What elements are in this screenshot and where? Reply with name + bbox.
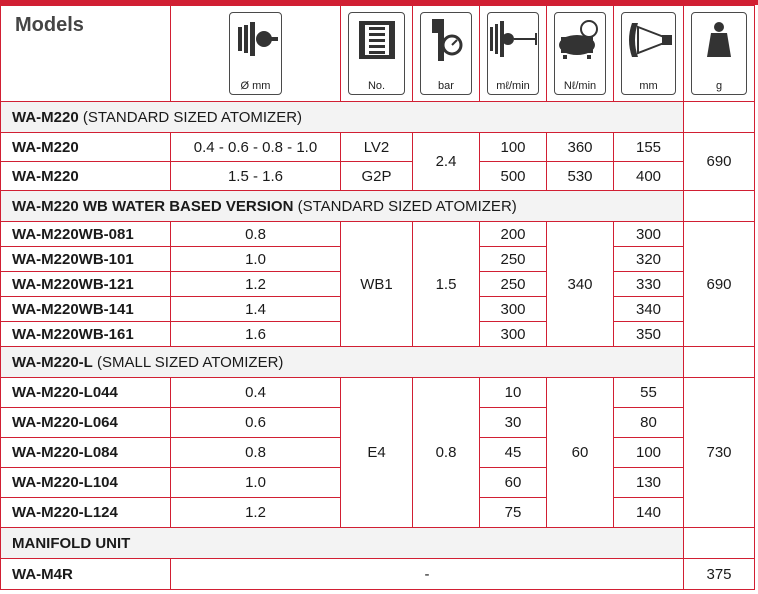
aircap-cell: G2P [341,162,413,191]
flow-cell: 300 [480,322,547,347]
empty-cell [684,528,755,559]
flow-cell: 100 [480,133,547,162]
pressure-column-header [413,6,480,102]
width-cell: 155 [614,133,684,162]
nozzle-cell: 0.6 [171,408,341,438]
nozzle-cell: 0.8 [171,438,341,468]
aircap-number-icon [348,12,405,95]
nozzle-cell: 0.4 [171,378,341,408]
model-cell: WA-M220-L124 [1,498,171,528]
table-row [1,133,755,162]
nozzle-cell: 1.2 [171,272,341,297]
aircap-cell: E4 [341,378,413,528]
model-cell: WA-M220-L104 [1,468,171,498]
fluid-flow-icon [487,12,539,95]
pressure-cell: 0.8 [413,378,480,528]
nozzle-column-header [171,6,341,102]
models-spec-table [0,5,755,590]
model-cell: WA-M4R [1,559,171,590]
empty-cell [684,191,755,222]
flow-cell: 30 [480,408,547,438]
table-row [1,559,755,590]
section-title [1,528,684,559]
width-cell: 320 [614,247,684,272]
model-cell: WA-M220WB-081 [1,222,171,247]
width-cell: 80 [614,408,684,438]
table-row [1,222,755,247]
flow-column-header [480,6,547,102]
width-cell: 400 [614,162,684,191]
model-cell: WA-M220 [1,162,171,191]
table-row [1,378,755,408]
air-compressor-icon [554,12,606,95]
section-header-small [1,347,755,378]
table-row [1,162,755,191]
air-cell: 340 [547,222,614,347]
model-cell: WA-M220WB-101 [1,247,171,272]
unit-label: bar [438,80,454,92]
model-cell: WA-M220WB-121 [1,272,171,297]
flow-cell: 45 [480,438,547,468]
section-title-rest: (STANDARD SIZED ATOMIZER) [78,108,303,126]
width-cell: 300 [614,222,684,247]
width-cell: 350 [614,322,684,347]
model-cell: WA-M220-L064 [1,408,171,438]
width-cell: 130 [614,468,684,498]
width-column-header [614,6,684,102]
unit-label: mℓ/min [496,80,530,92]
nozzle-cell: 0.4 - 0.6 - 0.8 - 1.0 [171,133,341,162]
model-cell: WA-M220 [1,133,171,162]
unit-label: Nℓ/min [563,80,597,92]
weight-cell: 730 [684,378,755,528]
pressure-cell: 1.5 [413,222,480,347]
unit-label: No. [367,80,386,92]
spray-width-icon [621,12,676,95]
model-cell: WA-M220WB-161 [1,322,171,347]
aircap-cell: LV2 [341,133,413,162]
section-title [1,191,684,222]
model-cell: WA-M220-L044 [1,378,171,408]
width-cell: 55 [614,378,684,408]
air-cell: 360 [547,133,614,162]
nozzle-cell: 0.8 [171,222,341,247]
weight-cell: 690 [684,133,755,191]
flow-cell: 500 [480,162,547,191]
model-cell: WA-M220WB-141 [1,297,171,322]
air-cell: 530 [547,162,614,191]
spec-value-cell: - [171,559,684,590]
nozzle-cell: 1.4 [171,297,341,322]
flow-cell: 10 [480,378,547,408]
unit-label: Ø mm [240,80,271,92]
weight-column-header [684,6,755,102]
section-header-standard [1,102,755,133]
air-column-header [547,6,614,102]
aircap-column-header [341,6,413,102]
weight-cell: 375 [684,559,755,590]
weight-cell: 690 [684,222,755,347]
nozzle-cell: 1.0 [171,468,341,498]
section-title-bold: MANIFOLD UNIT [12,534,131,552]
width-cell: 330 [614,272,684,297]
section-title-bold: WA-M220-L [12,353,93,371]
section-header-manifold [1,528,755,559]
model-cell: WA-M220-L084 [1,438,171,468]
nozzle-diameter-icon [229,12,282,95]
section-header-water-based [1,191,755,222]
flow-cell: 300 [480,297,547,322]
air-cell: 60 [547,378,614,528]
unit-label: g [715,80,723,92]
nozzle-cell: 1.2 [171,498,341,528]
section-title-bold: WA-M220 WB WATER BASED VERSION [12,197,294,215]
models-heading: Models [1,6,171,102]
weight-icon [691,12,747,95]
section-title [1,102,684,133]
pressure-gauge-icon [420,12,472,95]
flow-cell: 200 [480,222,547,247]
nozzle-cell: 1.0 [171,247,341,272]
aircap-cell: WB1 [341,222,413,347]
flow-cell: 250 [480,247,547,272]
flow-cell: 75 [480,498,547,528]
nozzle-cell: 1.6 [171,322,341,347]
section-title-bold: WA-M220 [12,108,79,126]
width-cell: 100 [614,438,684,468]
nozzle-cell: 1.5 - 1.6 [171,162,341,191]
section-title-rest: (STANDARD SIZED ATOMIZER) [293,197,517,215]
flow-cell: 250 [480,272,547,297]
section-title-rest: (SMALL SIZED ATOMIZER) [92,353,284,371]
empty-cell [684,347,755,378]
empty-cell [684,102,755,133]
flow-cell: 60 [480,468,547,498]
unit-label: mm [639,80,658,92]
section-title [1,347,684,378]
width-cell: 340 [614,297,684,322]
header-row [1,6,755,102]
width-cell: 140 [614,498,684,528]
pressure-cell: 2.4 [413,133,480,191]
